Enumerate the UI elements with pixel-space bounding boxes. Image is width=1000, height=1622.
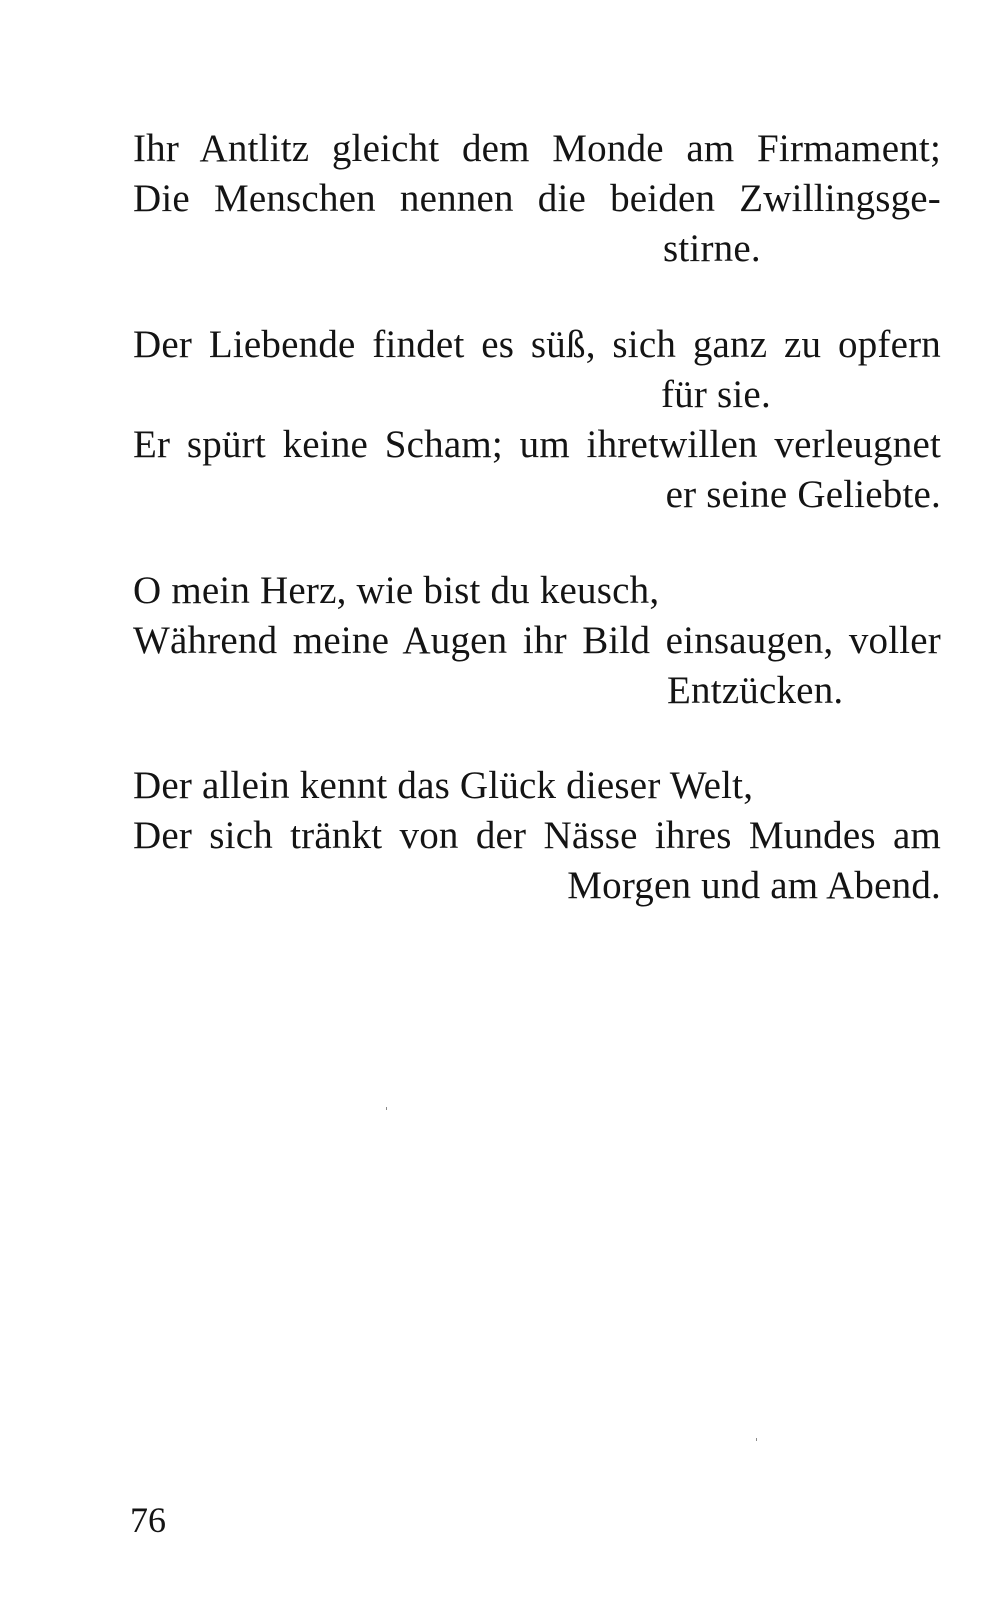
poem-line-continuation: für sie. (661, 373, 771, 416)
scan-speck (386, 1107, 387, 1110)
poem-line: Der Liebende findet es süß, sich ganz zu opfern (133, 323, 941, 366)
poem-line: Während meine Augen ihr Bild einsaugen, voller (133, 619, 941, 662)
page-number: 76 (130, 1500, 166, 1540)
poem-line: Er spürt keine Scham; um ihretwillen verleugnet (133, 423, 941, 466)
poem-line-continuation: Morgen und am Abend. (567, 864, 941, 907)
poem-line: O mein Herz, wie bist du keusch, (133, 569, 660, 612)
poem-line: Der sich tränkt von der Nässe ihres Mundes am (133, 814, 941, 857)
scan-speck (756, 1438, 757, 1441)
poem-line-continuation: Entzücken. (667, 669, 844, 712)
poem-line: Der allein kennt das Glück dieser Welt, (133, 764, 754, 807)
poem-line-continuation: stirne. (663, 227, 761, 270)
poem-line: Ihr Antlitz gleicht dem Monde am Firmament; (133, 127, 941, 170)
poem-line-continuation: er seine Geliebte. (665, 473, 941, 516)
poem-line: Die Menschen nennen die beiden Zwillingsge- (133, 177, 941, 220)
